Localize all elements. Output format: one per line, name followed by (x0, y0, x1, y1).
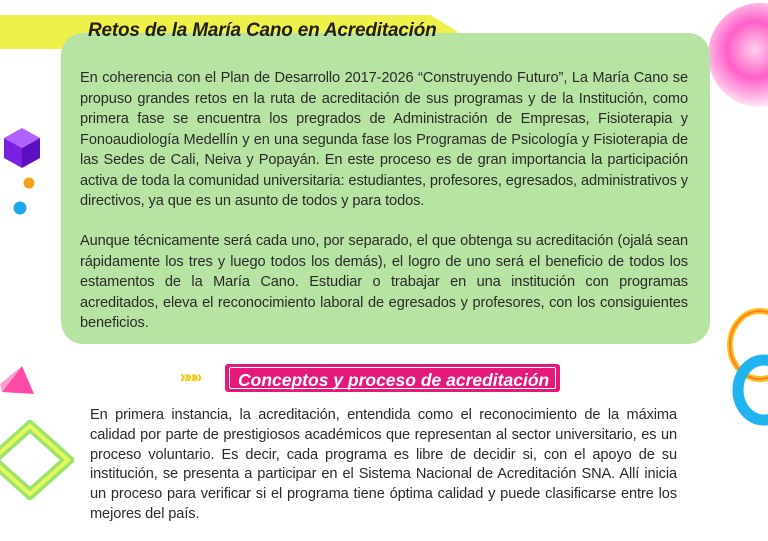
intro-paragraph-2: Aunque técnicamente será cada uno, por separado, el que obtenga su acreditación (ojalá sean rápidamente los tres y luego todos los demás), el logro de uno será el beneficio de todos los estamentos de la María Cano. Estudiar o trabajar en una institución con programas acreditados, eleva el reconocimiento laboral de egresados y profesores, con los consiguientes beneficios. (80, 233, 688, 331)
blue-dot-icon (12, 200, 28, 216)
blue-ring-icon (724, 350, 768, 430)
page-title: Retos de la María Cano en Acreditación (88, 20, 437, 41)
orange-dot-icon (22, 176, 36, 190)
section-title-frame (229, 367, 556, 389)
pink-sphere-icon (700, 0, 768, 110)
section-paragraph: En primera instancia, la acreditación, entendida como el reconocimiento de la máxima calidad por parte de prestigiosos académicos que representan al sector universitario, es un proceso voluntario. Es decir, cada programa es libre de decidir si, con el apoyo de su institución, se presenta a participar en el Sistema Nacional de Acreditación SNA. Allí inicia un proceso para verificar si el programa tiene óptima calidad y puede clasificarse entre los mejores del país. (90, 407, 677, 522)
chevrons-icon: »»» (180, 367, 200, 386)
purple-cube-icon (0, 126, 44, 170)
intro-paragraph-1: En coherencia con el Plan de Desarrollo 2017-2026 “Construyendo Futuro”, La María Cano se propuso grandes retos en la ruta de acreditación de sus programas y de la Institución, como primera fase se encuentra los pregrados de Administración de Empresas, Fisioterapia y Fonoaudiología Medellín y en una segunda fase los Programas de Psicología y Fisioterapia de las Sedes de Cali, Neiva y Popayán. En este proceso es de gran importancia la participación activa de toda la comunidad universitaria: estudiantes, profesores, egresados, administrativos y directivos, ya que es un asunto de todos y para todos. (80, 70, 688, 209)
section-title: Conceptos y proceso de acreditación (238, 370, 550, 390)
pink-pyramid-icon (0, 362, 36, 398)
green-diamond-frame-icon (0, 420, 74, 500)
section-title-pill (225, 364, 560, 392)
